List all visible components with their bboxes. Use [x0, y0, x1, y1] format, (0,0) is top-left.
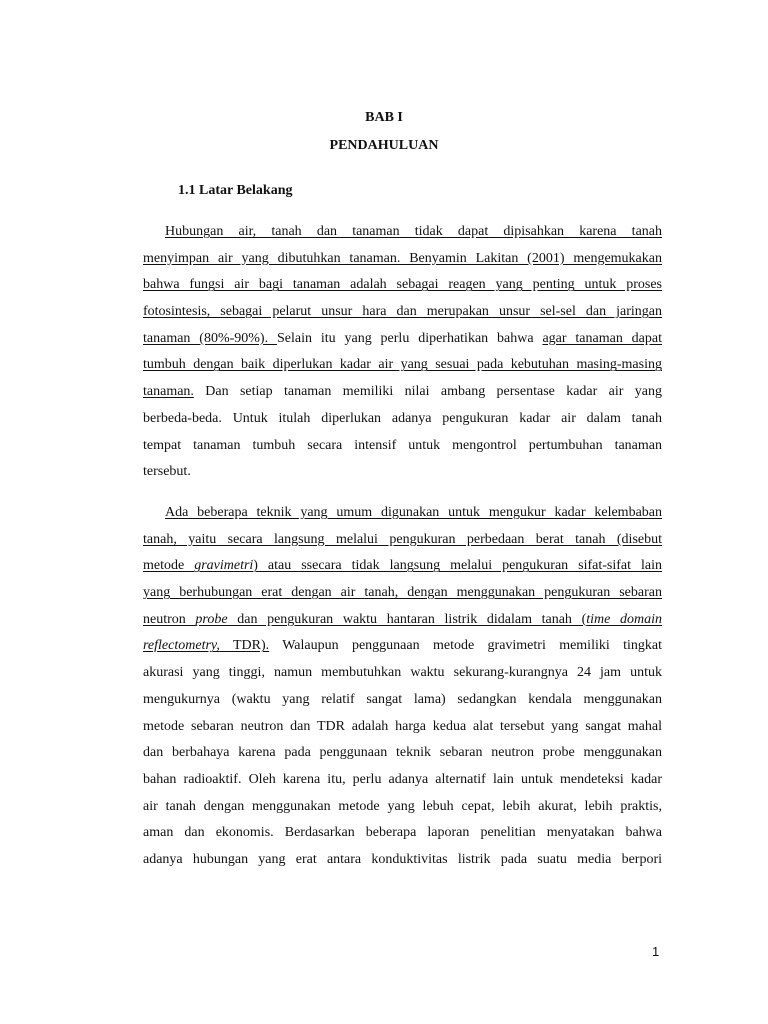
paragraph-line	[143, 246, 662, 273]
chapter-number: BAB I	[365, 110, 403, 125]
section-heading: 1.1 Latar Belakang	[178, 183, 293, 198]
text-run: tanah, yaitu secara langsung melalui pengukuran perbedaan berat tanah (disebut	[143, 531, 662, 547]
paragraph-line	[143, 379, 662, 406]
text-run: menyimpan air yang dibutuhkan tanaman. Benyamin Lakitan (2001) mengemukakan	[143, 250, 662, 266]
paragraph-line	[143, 352, 662, 379]
paragraph-line	[143, 633, 662, 660]
text-run: fotosintesis, sebagai pelarut unsur hara dan merupakan unsur sel-sel dan jaringan	[143, 304, 662, 320]
paragraph-line	[143, 299, 662, 326]
text-run: agar tanaman dapat	[542, 330, 662, 346]
text-run: probe	[195, 611, 228, 627]
text-run: tempat tanaman tumbuh secara intensif untuk mengontrol pertumbuhan tanaman	[143, 437, 662, 453]
text-run: time domain	[586, 611, 662, 627]
paragraph-line	[143, 580, 662, 607]
text-run: TDR).	[219, 638, 270, 654]
paragraph-line	[143, 219, 662, 246]
text-run: yang berhubungan erat dengan air tanah, dengan menggunakan pengukuran sebaran	[143, 585, 662, 601]
paragraph-line	[143, 660, 662, 687]
chapter-title: PENDAHULUAN	[329, 138, 439, 153]
text-run: Ada beberapa teknik yang umum digunakan untuk mengukur kadar kelembaban	[165, 505, 662, 520]
paragraph-line	[143, 794, 662, 821]
text-run: adanya hubungan yang erat antara konduktivitas listrik pada suatu media berpori	[143, 851, 662, 867]
text-run: reflectometry,	[143, 638, 220, 654]
text-run: mengukurnya (waktu yang relatif sangat lama) sedangkan kendala menggunakan	[143, 691, 662, 707]
text-run: dan berbahaya karena pada penggunaan teknik sebaran neutron probe menggunakan	[143, 745, 662, 761]
paragraph-line	[143, 553, 662, 580]
paragraph-line	[143, 272, 662, 299]
text-run: tersebut.	[143, 464, 191, 480]
text-run: tanaman (80%-90%).	[143, 330, 277, 346]
text-run: berbeda-beda. Untuk itulah diperlukan adanya pengukuran kadar air dalam tanah	[143, 410, 662, 426]
text-run: Hubungan air, tanah dan tanaman tidak dapat dipisahkan karena tanah	[165, 224, 662, 239]
text-run: bahan radioaktif. Oleh karena itu, perlu adanya alternatif lain untuk mendeteksi kadar	[143, 771, 662, 787]
text-run: tumbuh dengan baik diperlukan kadar air yang sesuai pada kebutuhan masing-masing	[143, 357, 662, 373]
paragraph-line	[143, 527, 662, 554]
paragraph-line	[143, 740, 662, 767]
paragraph-line	[143, 607, 662, 634]
paragraph-latar-belakang-2	[143, 500, 662, 874]
paragraph-line	[143, 459, 662, 486]
paragraph-line	[143, 433, 662, 460]
text-run: metode	[143, 558, 195, 574]
paragraph-line	[143, 406, 662, 433]
paragraph-line	[143, 500, 662, 527]
paragraph-latar-belakang-1	[143, 219, 662, 486]
text-run: bahwa fungsi air bagi tanaman adalah sebagai reagen yang penting untuk proses	[143, 277, 662, 293]
text-run: metode sebaran neutron dan TDR adalah harga kedua alat tersebut yang sangat mahal	[143, 718, 662, 734]
text-run: dan pengukuran waktu hantaran listrik didalam tanah (	[227, 611, 587, 627]
text-run: air tanah dengan menggunakan metode yang lebuh cepat, lebih akurat, lebih praktis,	[143, 798, 662, 814]
paragraph-line	[143, 687, 662, 714]
page-number: 1	[652, 944, 660, 959]
text-run: Walaupun penggunaan metode gravimetri memiliki tingkat	[269, 638, 662, 654]
text-run: aman dan ekonomis. Berdasarkan beberapa laporan penelitian menyatakan bahwa	[143, 825, 662, 841]
text-run: Selain itu yang perlu diperhatikan bahwa	[276, 330, 543, 346]
text-run: neutron	[143, 611, 196, 627]
text-run: ) atau ssecara tidak langsung melalui pengukuran sifat-sifat lain	[253, 558, 662, 574]
paragraph-line	[143, 714, 662, 741]
paragraph-line	[143, 767, 662, 794]
text-run: akurasi yang tinggi, namun membutuhkan waktu sekurang-kurangnya 24 jam untuk	[143, 665, 662, 681]
text-run: gravimetri	[194, 558, 254, 574]
paragraph-line	[143, 820, 662, 847]
text-run: tanaman.	[143, 384, 194, 400]
paragraph-line	[143, 326, 662, 353]
text-run: Dan setiap tanaman memiliki nilai ambang persentase kadar air yang	[193, 384, 662, 400]
paragraph-line	[143, 847, 662, 874]
